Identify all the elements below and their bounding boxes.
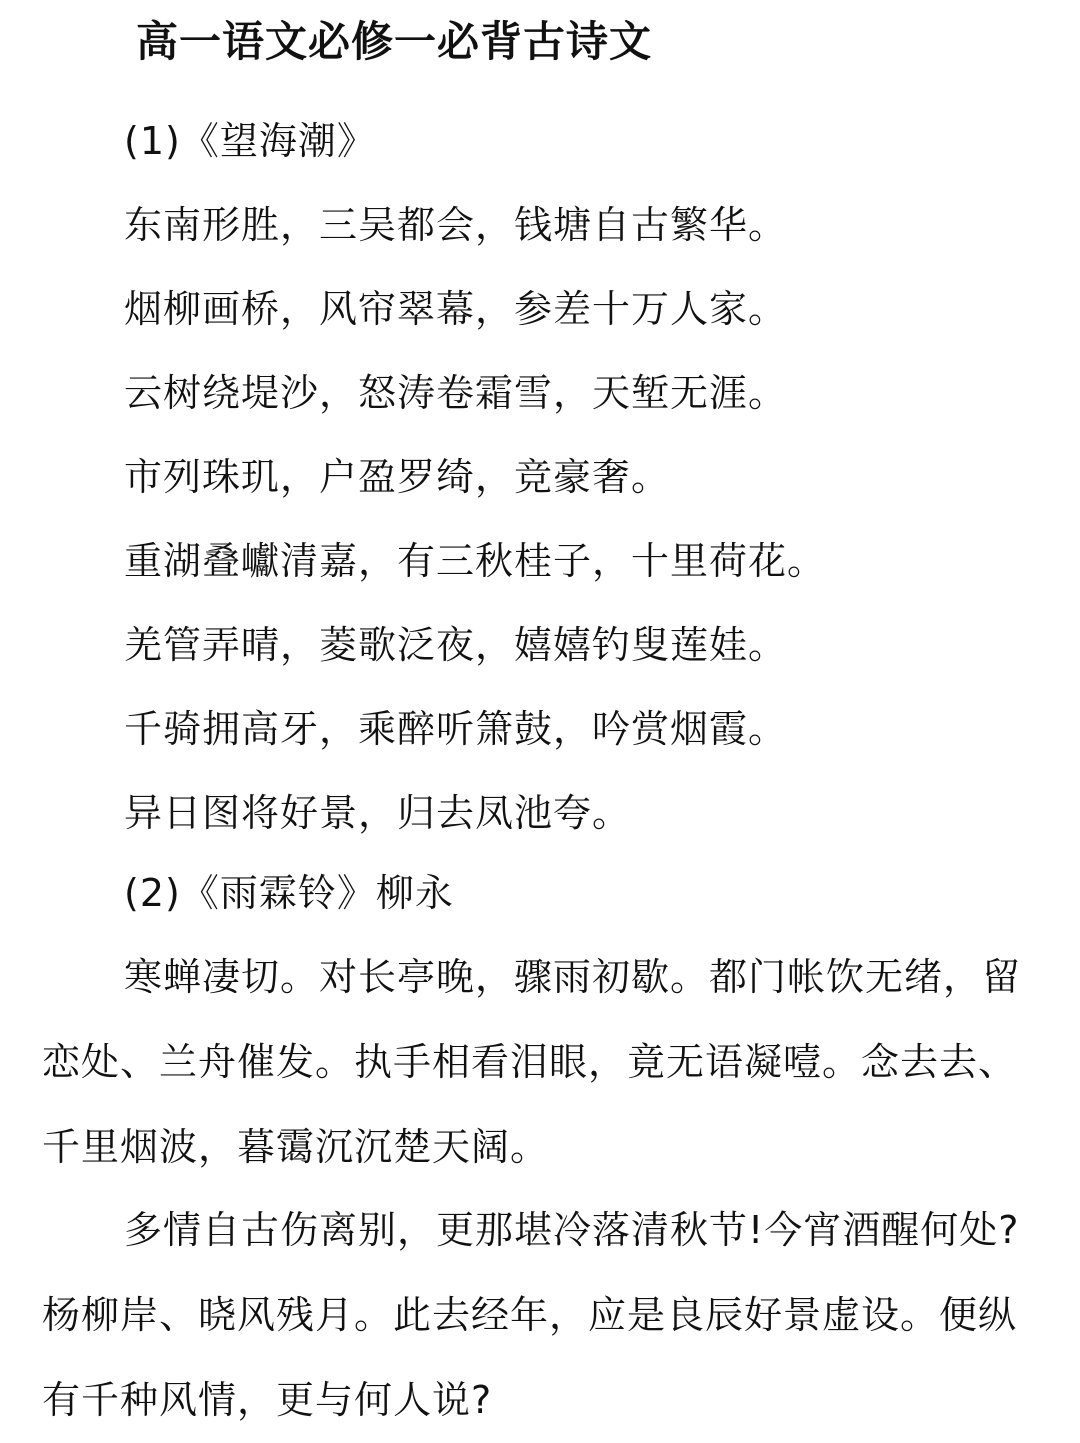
page-title: 高一语文必修一必背古诗文 bbox=[136, 17, 653, 66]
poem-2-paragraph-2: 多情自古伤离别，更那堪冷落清秋节!今宵酒醒何处?杨柳岸、晓风残月。此去经年，应是良辰好景虚设。便纵有千种风情，更与何人说? bbox=[42, 1208, 1020, 1422]
poem-1-line-8: 异日图将好景，归去凤池夸。 bbox=[124, 791, 632, 835]
poem-1-line-5: 重湖叠巘清嘉，有三秋桂子，十里荷花。 bbox=[124, 539, 827, 583]
poem-1-line-1: 东南形胜，三吴都会，钱塘自古繁华。 bbox=[124, 203, 788, 247]
poem-1-heading: (1)《望海潮》 bbox=[124, 119, 376, 163]
poem-1-line-4: 市列珠玑，户盈罗绮，竞豪奢。 bbox=[124, 455, 671, 499]
poem-1-line-2: 烟柳画桥，风帘翠幕，参差十万人家。 bbox=[124, 287, 788, 331]
poem-1-line-7: 千骑拥高牙，乘醉听箫鼓，吟赏烟霞。 bbox=[124, 707, 788, 751]
poem-1-line-3: 云树绕堤沙，怒涛卷霜雪，天堑无涯。 bbox=[124, 371, 788, 415]
poem-2-heading: (2)《雨霖铃》柳永 bbox=[124, 871, 454, 915]
poem-2-paragraph-1: 寒蝉凄切。对长亭晚，骤雨初歇。都门帐饮无绪，留恋处、兰舟催发。执手相看泪眼，竟无语凝噎。念去去、千里烟波，暮霭沉沉楚天阔。 bbox=[42, 955, 1022, 1169]
poem-1-line-6: 羌管弄晴，菱歌泛夜，嬉嬉钓叟莲娃。 bbox=[124, 623, 788, 667]
